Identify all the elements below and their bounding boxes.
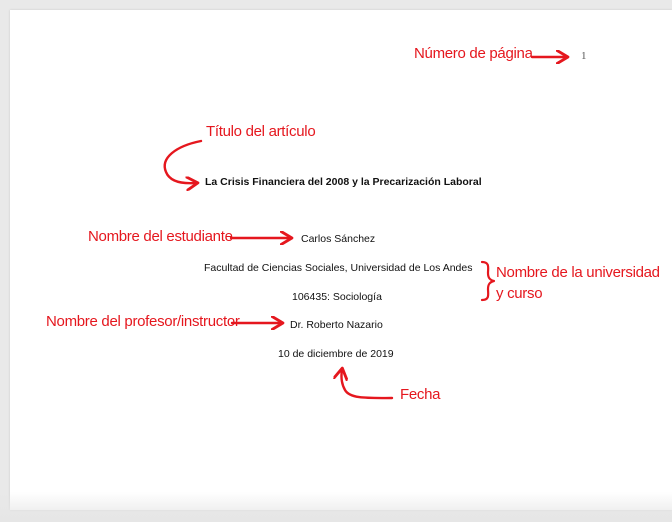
institution-name: Facultad de Ciencias Sociales, Universidad de Los Andes [204, 262, 473, 274]
page-number: 1 [581, 50, 587, 62]
instructor-name: Dr. Roberto Nazario [290, 319, 383, 331]
annotation-date: Fecha [400, 386, 441, 403]
annotation-title: Título del artículo [206, 123, 316, 140]
annotation-page-number: Número de página [414, 45, 533, 62]
submission-date: 10 de diciembre de 2019 [278, 348, 394, 360]
paper-title: La Crisis Financiera del 2008 y la Precarización Laboral [205, 176, 482, 188]
annotation-university-line1: Nombre de la universidad [496, 264, 660, 281]
annotation-student: Nombre del estudiante [88, 228, 233, 245]
page-bottom-fade [0, 492, 672, 522]
annotation-university-line2: y curso [496, 285, 543, 302]
document-page [10, 10, 672, 510]
annotation-instructor: Nombre del profesor/instructor [46, 313, 240, 330]
course-name: 106435: Sociología [292, 291, 382, 303]
student-name: Carlos Sánchez [301, 233, 376, 245]
